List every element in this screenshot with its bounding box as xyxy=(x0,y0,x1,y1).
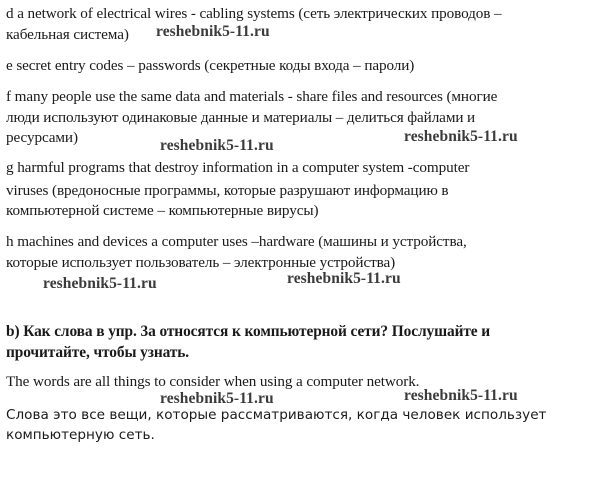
watermark-4: reshebnik5-11.ru xyxy=(43,275,157,292)
watermark-7: reshebnik5-11.ru xyxy=(404,387,518,404)
answer-russian-line-2: компьютерную сеть. xyxy=(6,427,155,443)
paragraph-g-line-1: g harmful programs that destroy information in a computer system -computer xyxy=(6,159,470,176)
watermark-1: reshebnik5-11.ru xyxy=(156,23,270,40)
paragraph-d-line-1: d a network of electrical wires - cabling systems (сеть электрических проводов – xyxy=(6,5,502,22)
paragraph-f-line-3: ресурсами) xyxy=(6,129,78,146)
watermark-6: reshebnik5-11.ru xyxy=(160,390,274,407)
task-b-heading-line-2: прочитайте, чтобы узнать. xyxy=(6,344,190,361)
paragraph-f-line-2: люди используют одинаковые данные и материалы – делиться файлами и xyxy=(6,109,476,126)
paragraph-d-line-2: кабельная система) xyxy=(6,26,129,43)
watermark-3: reshebnik5-11.ru xyxy=(404,128,518,145)
watermark-2: reshebnik5-11.ru xyxy=(160,137,274,154)
paragraph-g-line-2: viruses (вредоносные программы, которые разрушают информацию в xyxy=(6,182,449,199)
paragraph-f-line-1: f many people use the same data and materials - share files and resources (многие xyxy=(6,88,498,105)
answer-english: The words are all things to consider when using a computer network. xyxy=(6,373,420,390)
paragraph-h-line-1: h machines and devices a computer uses –hardware (машины и устройства, xyxy=(6,233,467,250)
paragraph-g-line-3: компьютерной системе – компьютерные вирусы) xyxy=(6,202,319,219)
paragraph-h-line-2: которые использует пользователь – электронные устройства) xyxy=(6,254,396,271)
task-b-heading-line-1: b) Как слова в упр. 3а относятся к компьютерной сети? Послушайте и xyxy=(6,323,491,340)
watermark-5: reshebnik5-11.ru xyxy=(287,270,401,287)
paragraph-e-line-1: e secret entry codes – passwords (секретные коды входа – пароли) xyxy=(6,57,415,74)
answer-russian-line-1: Слова это все вещи, которые рассматриваются, когда человек использует xyxy=(6,407,547,423)
